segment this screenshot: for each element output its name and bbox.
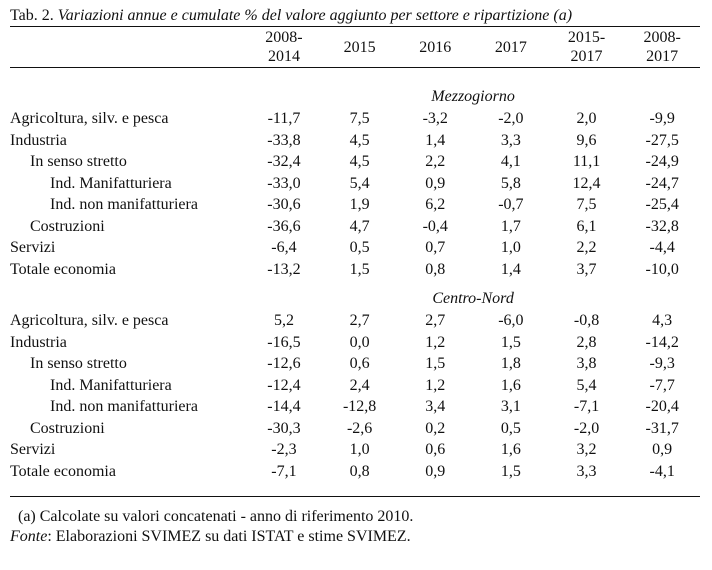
value-cell: -3,2 <box>422 110 448 127</box>
value-cell: 2,4 <box>349 376 370 394</box>
column-header <box>549 27 625 68</box>
value-cell: 0,6 <box>349 355 370 372</box>
value-cell: 3,3 <box>576 462 597 480</box>
row-label: Ind. Manifatturiera <box>50 174 172 192</box>
table-row <box>10 353 700 375</box>
value-cell: 7,5 <box>349 110 370 127</box>
section-title: Centro-Nord <box>432 290 514 307</box>
table-title <box>10 6 700 26</box>
value-cell: -0,8 <box>573 312 600 329</box>
data-table <box>10 26 700 496</box>
value-cell: 4,5 <box>349 153 370 170</box>
value-cell: 0,6 <box>425 441 446 458</box>
column-header-line1: 2015 <box>343 38 376 56</box>
header-label-cell <box>10 27 246 68</box>
row-label: Servizi <box>10 239 56 256</box>
column-header-line2: 2017 <box>646 48 679 65</box>
table-row <box>10 310 700 332</box>
value-cell: -20,4 <box>645 398 679 415</box>
spacer-row <box>10 68 700 87</box>
value-cell: -4,4 <box>649 239 675 256</box>
value-cell: -33,8 <box>267 131 301 149</box>
table-row <box>10 108 700 130</box>
table-row <box>10 396 700 418</box>
table-row <box>10 375 700 397</box>
value-cell: 0,0 <box>349 333 370 351</box>
section-title: Mezzogiorno <box>431 88 515 105</box>
value-cell: -7,7 <box>649 376 675 394</box>
table-row <box>10 439 700 461</box>
value-cell: -27,5 <box>645 131 679 149</box>
value-cell: 3,8 <box>576 355 597 372</box>
value-cell: 5,4 <box>349 174 370 192</box>
row-label: Industria <box>10 131 67 149</box>
value-cell: 2,0 <box>576 110 597 127</box>
value-cell: -13,2 <box>267 260 301 278</box>
value-cell: 0,8 <box>349 462 370 480</box>
source-label: Fonte <box>10 528 48 545</box>
table-row <box>10 259 700 281</box>
table-row <box>10 216 700 238</box>
row-label: In senso stretto <box>30 153 127 170</box>
column-header-line1: 2008- <box>265 29 303 46</box>
table-number: Tab. 2. <box>10 7 54 24</box>
value-cell: -16,5 <box>267 333 301 351</box>
value-cell: 0,9 <box>425 462 446 480</box>
value-cell: -25,4 <box>645 196 679 213</box>
value-cell: 5,8 <box>500 174 521 192</box>
footnote-a: (a) Calcolate su valori concatenati - anno di riferimento 2010. <box>18 508 414 525</box>
value-cell: 1,5 <box>425 355 446 372</box>
value-cell: 1,5 <box>500 333 521 351</box>
row-label: Servizi <box>10 441 56 458</box>
column-header-line1: 2008- <box>643 29 681 46</box>
table-row <box>10 194 700 216</box>
value-cell: -11,7 <box>267 110 301 127</box>
value-cell: -9,3 <box>649 355 675 372</box>
value-cell: 1,5 <box>500 462 521 480</box>
value-cell: 1,0 <box>500 239 521 256</box>
section-header-row <box>10 288 700 310</box>
value-cell: 1,2 <box>425 376 446 394</box>
value-cell: 6,1 <box>576 217 597 235</box>
value-cell: 6,2 <box>425 196 446 213</box>
row-label: Agricoltura, silv. e pesca <box>10 312 169 329</box>
value-cell: -33,0 <box>267 174 301 192</box>
table-row <box>10 332 700 354</box>
value-cell: 5,2 <box>273 312 294 329</box>
value-cell: 5,4 <box>576 376 597 394</box>
value-cell: -4,1 <box>649 462 675 480</box>
value-cell: 1,4 <box>425 131 446 149</box>
value-cell: 3,3 <box>500 131 521 149</box>
value-cell: -14,2 <box>645 333 679 351</box>
value-cell: 1,5 <box>349 260 370 278</box>
row-label: Costruzioni <box>30 217 105 235</box>
table-row <box>10 418 700 440</box>
column-header-line1: 2016 <box>419 38 452 56</box>
value-cell: 1,7 <box>500 217 521 235</box>
value-cell: 9,6 <box>576 131 597 149</box>
table-notes <box>10 496 700 547</box>
value-cell: -30,3 <box>267 419 301 437</box>
header-row <box>10 27 700 68</box>
source-text: : Elaborazioni SVIMEZ su dati ISTAT e stime SVIMEZ. <box>47 528 411 545</box>
table-row <box>10 151 700 173</box>
value-cell: -10,0 <box>645 260 679 278</box>
value-cell: 0,8 <box>425 260 446 278</box>
value-cell: 3,1 <box>500 398 521 415</box>
column-header <box>397 27 473 68</box>
value-cell: 2,2 <box>425 153 446 170</box>
table-row <box>10 461 700 497</box>
value-cell: 4,1 <box>500 153 521 170</box>
value-cell: 2,7 <box>425 312 446 329</box>
value-cell: -12,8 <box>342 398 377 415</box>
row-label: Totale economia <box>10 462 116 480</box>
row-label: Agricoltura, silv. e pesca <box>10 110 169 127</box>
section-header-row <box>10 86 700 108</box>
row-label: Ind. Manifatturiera <box>50 376 172 394</box>
source-note <box>10 527 700 547</box>
value-cell: -12,4 <box>267 376 301 394</box>
table-body <box>10 68 700 497</box>
row-label: Costruzioni <box>30 419 105 437</box>
value-cell: 1,6 <box>500 376 521 394</box>
value-cell: -7,1 <box>573 398 600 415</box>
value-cell: 4,7 <box>349 217 370 235</box>
value-cell: -0,4 <box>422 217 448 235</box>
value-cell: 0,5 <box>500 419 521 437</box>
value-cell: 0,9 <box>652 441 673 458</box>
table-caption: Variazioni annue e cumulate % del valore aggiunto per settore e ripartizione (a) <box>57 7 573 24</box>
row-label: Totale economia <box>10 260 116 278</box>
value-cell: 7,5 <box>576 196 597 213</box>
value-cell: -2,0 <box>498 110 524 127</box>
value-cell: 1,0 <box>349 441 370 458</box>
value-cell: 0,7 <box>425 239 446 256</box>
value-cell: -2,3 <box>271 441 297 458</box>
value-cell: -32,4 <box>267 153 301 170</box>
column-header-line2: 2017 <box>570 48 603 65</box>
value-cell: 1,6 <box>500 441 521 458</box>
column-header <box>246 27 322 68</box>
value-cell: -24,7 <box>645 174 679 192</box>
value-cell: -24,9 <box>645 153 679 170</box>
column-header-line2: 2014 <box>267 48 300 65</box>
value-cell: -14,4 <box>267 398 301 415</box>
table-container <box>10 6 700 547</box>
value-cell: -0,7 <box>498 196 524 213</box>
value-cell: 3,2 <box>576 441 597 458</box>
value-cell: 0,9 <box>425 174 446 192</box>
value-cell: -9,9 <box>649 110 675 127</box>
row-label: Industria <box>10 333 67 351</box>
row-label: In senso stretto <box>30 355 127 372</box>
value-cell: -2,6 <box>346 419 373 437</box>
value-cell: 0,5 <box>349 239 370 256</box>
column-header-line1: 2015- <box>567 29 606 46</box>
row-label: Ind. non manifatturiera <box>50 196 198 213</box>
table-row <box>10 237 700 259</box>
value-cell: -7,1 <box>271 462 297 480</box>
value-cell: -32,8 <box>645 217 679 235</box>
value-cell: 1,8 <box>500 355 521 372</box>
table-row <box>10 130 700 152</box>
value-cell: 2,8 <box>576 333 597 351</box>
value-cell: -36,6 <box>267 217 301 235</box>
value-cell: 1,4 <box>500 260 521 278</box>
value-cell: 2,7 <box>349 312 370 329</box>
column-header <box>322 27 398 68</box>
table-header <box>10 27 700 68</box>
column-header <box>624 27 700 68</box>
value-cell: 11,1 <box>572 153 601 170</box>
value-cell: -12,6 <box>267 355 301 372</box>
column-header-line1: 2017 <box>494 38 527 56</box>
value-cell: -2,0 <box>573 419 600 437</box>
value-cell: 3,4 <box>425 398 446 415</box>
value-cell: 0,2 <box>425 419 446 437</box>
row-label: Ind. non manifatturiera <box>50 398 198 415</box>
value-cell: 4,5 <box>349 131 370 149</box>
value-cell: -30,6 <box>267 196 301 213</box>
table-row <box>10 173 700 195</box>
value-cell: -6,4 <box>271 239 297 256</box>
value-cell: 4,3 <box>652 312 673 329</box>
value-cell: 2,2 <box>576 239 597 256</box>
value-cell: 1,9 <box>349 196 370 213</box>
column-header <box>473 27 549 68</box>
value-cell: 1,2 <box>425 333 446 351</box>
value-cell: 3,7 <box>576 260 597 278</box>
spacer-row <box>10 280 700 288</box>
value-cell: -31,7 <box>645 419 679 437</box>
value-cell: -6,0 <box>498 312 524 329</box>
value-cell: 12,4 <box>572 174 601 192</box>
